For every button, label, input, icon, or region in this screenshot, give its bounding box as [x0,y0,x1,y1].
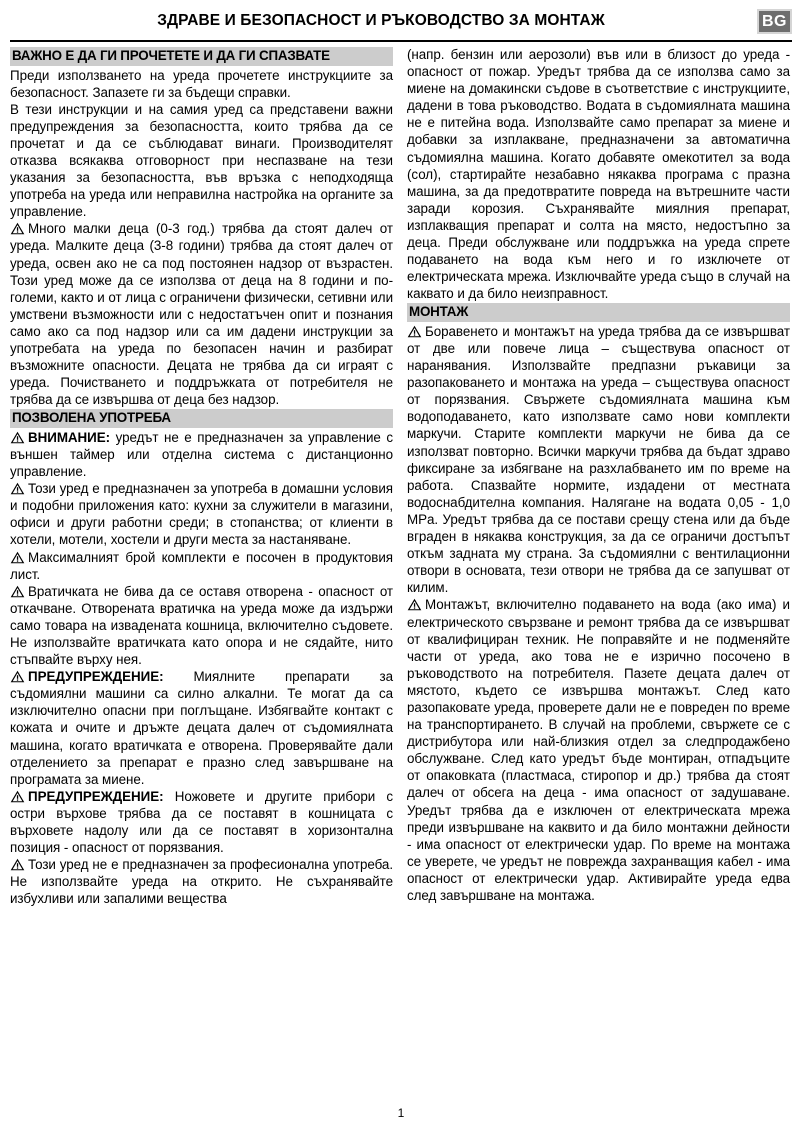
paragraph-text: Боравенето и монтажът на уреда трябва да се извършват от две или повече лица – съществува опасност от наранявания. Използвайте предпазни ръкавици за разопаковането и монтажа на уреда – съществува опасност от порязвания. Свържете съдомиялната машина към водоподаването, като използвате само нови комплекти маркучи. Старите комплекти маркучи не бива да се използват повторно. Всички маркучи трябва да бъдат здраво фиксиране за избягване на разхлабването им по време на работа. Спазвайте нормите, издадени от местната водоснабдителна компания. Налягане на водата 0,05 - 1,0 MPa. Уредът трябва да се постави срещу стена или да бъде вграден в някаква конструкция, за да се ограничи достъпът откъм задната му страна. За съдомиялни с вентилационни отвори в основата, тези отвори не трябва да се запушват от килим. [407,323,790,596]
paragraph-non-professional [10,856,393,907]
left-column [10,46,393,908]
warning-triangle-icon [10,790,25,803]
page-title: ЗДРАВЕ И БЕЗОПАСНОСТ И РЪКОВОДСТВО ЗА МОНТАЖ [157,12,605,29]
paragraph-door-open [10,583,393,668]
language-badge: BG [757,9,792,34]
paragraph-text: Този уред е предназначен за употреба в домашни условия и подобни приложения като: кухни за служители в магазини, офиси и други работни среди; в стопанства; от клиенти в хотели, мотели, хостели и други места за настаняване. [10,481,393,548]
paragraph-warning-knives [10,788,393,856]
page-number: 1 [397,1106,405,1120]
paragraph-caution-timer [10,429,393,480]
header-divider [10,40,792,42]
paragraph-text: уредът не е предназначен за управление с външен таймер или отделна система с дистанционно управление. [10,429,394,480]
two-column-body [10,46,792,908]
warning-triangle-icon [10,222,25,235]
warning-label: ПРЕДУПРЕЖДЕНИЕ: [28,788,164,804]
warning-triangle-icon [10,431,25,444]
paragraph-text: Монтажът, включително подаването на вода (ако има) и електрическото свързване и ремонт трябва да се извършват от квалифициран техник. Не поправяйте и не подменяйте части от уреда, ако това не е изрично посочено в ръководството на потребителя. Пазете децата далеч от мястото, където се извършва монтажът. След като разопаковате уреда, проверете дали не е повреден по време на транспортирането. В случай на проблеми, свържете се с дистрибутора или най-близкия отдел за следпродажбено обслужване. След като уредът бъде монтиран, отпадъците от опаковката (пластмаса, стиропор и др.) трябва да стоят далеч от обсега на деца - има опасност от задушаване. Уредът трябва да е изключен от електрическата мрежа преди извършване на каквито и да било монтажни дейности - има опасност от електрически удар. По време на монтажа се уверете, че уредът не повреждa захранващия кабел - има опасност от електрически удар. Активирайте уреда едва след завършване на монтажа. [407,597,790,903]
paragraph-text: Този уред не е предназначен за професионална употреба. Не използвайте уреда на открито. Не съхранявайте избухливи или запалими вещества [10,857,393,907]
paragraph-handling-installation [407,323,790,597]
paragraph-max-settings [10,549,393,583]
paragraph-text: Вратичката не бива да се оставя отворена - опасност от откачване. Отворената вратичка на уреда може да издържи само товара на извадената кошница, включително съдовете. Не използвайте вратичката като опора и не сядайте, нито стъпвайте върху нея. [10,583,393,668]
paragraph-read-instructions: Преди използването на уреда прочетете инструкциите за безопасност. Запазете ги за бъдещи справки. [10,67,393,100]
paragraph-text: Ножовете и другите прибори с остри върхове трябва да се поставят в кошницата с върховете надолу или да се поставят в хоризонтална позиция - опасност от порязвания. [10,788,394,856]
warning-label: ПРЕДУПРЕЖДЕНИЕ: [28,669,164,685]
paragraph-safety-warnings: В тези инструкции и на самия уред са представени важни предупреждения за безопасността, които трябва да се прочетат и да се съблюдават винаги. Производителят отказва всякаква отговорност при неспазване на тези указания за безопасността, във връзка с неподходяща употреба на уреда или неправилна настройка на органите за управление. [10,101,393,220]
warning-triangle-icon [10,585,25,598]
paragraph-children-safety [10,220,393,408]
section-heading-permitted-use: ПОЗВОЛЕНА УПОТРЕБА [10,409,393,428]
warning-triangle-icon [10,670,25,683]
paragraph-qualified-technician [407,596,790,904]
paragraph-text: Максималният брой комплекти е посочен в продуктовия лист. [10,549,393,582]
paragraph-text: Много малки деца (0-3 год.) трябва да стоят далеч от уреда. Малките деца (3-8 години) трябва да стоят далеч от уреда, освен ако не са под постоянен надзор от възрастен. Този уред може да се използва от деца на 8 години и по-големи, както и от лица с ограничени физически, сетивни или умствени възможности или с недостатъчен опит и познания само ако са под надзор или са им дадени инструкции за употребата на уреда по безопасен начин и разбират възможните опасности. Децата не трябва да си играят с уреда. Почистването и поддръжката от потребителя не трябва да се извършва от деца без надзор. [10,221,393,408]
warning-triangle-icon [407,598,422,611]
warning-triangle-icon [407,325,422,338]
paragraph-warning-detergent [10,668,393,788]
warning-triangle-icon [10,858,25,871]
warning-triangle-icon [10,551,25,564]
caution-label: ВНИМАНИЕ: [28,429,111,445]
right-column [407,46,790,908]
warning-triangle-icon [10,482,25,495]
section-heading-important: ВАЖНО Е ДА ГИ ПРОЧЕТЕТЕ И ДА ГИ СПАЗВАТЕ [10,47,393,66]
page-header [10,8,792,38]
paragraph-domestic-use [10,480,393,548]
paragraph-flammable-continued: (напр. бензин или аерозоли) във или в близост до уреда - опасност от пожар. Уредът трябва да се използва само за миене на домакински съдове в съответствие с инструкциите, дадени в това ръководство. Водата в съдомиялната машина не е питейна вода. Използвайте само препарат за миене и добавки за изплакване, предназначени за автоматична съдомиялна машина. Когато добавяте омекотител за вода (сол), стартирайте незабавно някаква програма с празна машина, за да предотвратите повреда на вътрешните части заради корозия. Съхранявайте миялния препарат, изплакващия препарат и солта на място, недостъпно за деца. Преди обслужване или поддръжка на уреда спрете подаването на вода към него и го изключете от електрическата мрежа. Изключвайте уреда също в случай на каквато и да било неизправност. [407,47,790,302]
section-heading-installation: МОНТАЖ [407,303,790,322]
paragraph-text: Миялните препарати за съдомиялни машини са силно алкални. Те могат да са изключително опасни при поглъщане. Избягвайте контакт с кожата и очите и дръжте децата далеч от съдомиялната машина, когато вратичката е отворена. Проверявайте дали отделението за препарат е празно след завършване на програмата за миене. [10,669,393,787]
